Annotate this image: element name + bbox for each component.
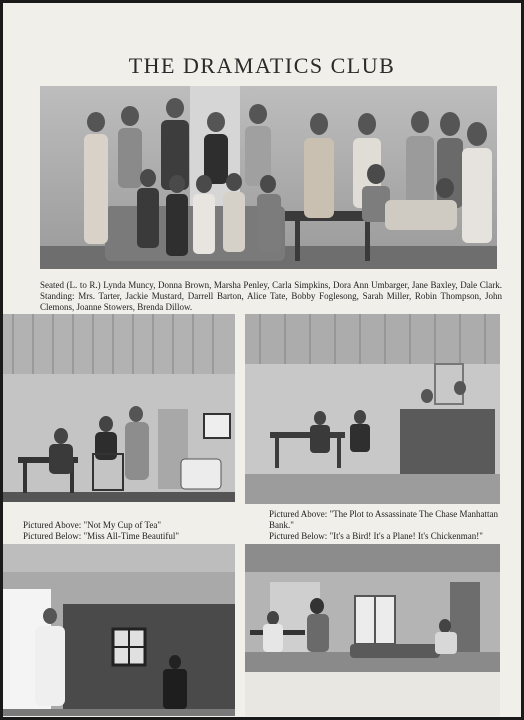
- right-captions: [269, 509, 504, 542]
- caption-left-above: Pictured Above: "Not My Cup of Tea": [23, 520, 162, 530]
- play-photo-not-my-cup-of-tea: [3, 314, 235, 502]
- page-title: THE DRAMATICS CLUB: [128, 53, 396, 78]
- bottom-strip: [245, 672, 500, 716]
- yearbook-page: [3, 3, 521, 717]
- group-photo-caption: Seated (L. to R.) Lynda Muncy, Donna Brown, Marsha Penley, Carla Simpkins, Dora Ann Umbarger, Jane Baxley, Dale Clark. Standing: Mrs. Tarter, Jackie Mustard, Darrell Barton, Alice Tate, Bobby Foglesong, Sarah Miller, Robin Thompson, John Clemons, Joanne Stowers, Brenda Dillow.: [40, 280, 502, 312]
- play-photo-miss-all-time-beautiful: [3, 544, 235, 716]
- group-photo: [40, 86, 497, 269]
- left-captions: [23, 520, 243, 542]
- play-photo-chase-manhattan: [245, 314, 500, 504]
- caption-right-above: Pictured Above: "The Plot to Assassinate The Chase Manhattan Bank.": [269, 509, 498, 530]
- play-photo-chickenman: [245, 544, 500, 672]
- caption-left-below: Pictured Below: "Miss All-Time Beautiful": [23, 531, 180, 541]
- caption-right-below: Pictured Below: "It's a Bird! It's a Plane! It's Chickenman!": [269, 531, 483, 541]
